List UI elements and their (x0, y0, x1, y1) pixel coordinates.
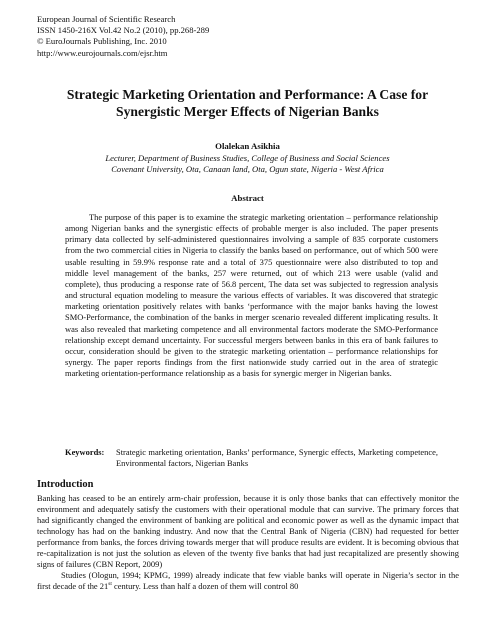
intro-paragraph-2 (37, 570, 459, 592)
abstract-body: The purpose of this paper is to examine the strategic marketing orientation – performance relationship among Nigerian banks and the synergistic effects of probable merger is also included. The paper presents primary data collected by self-administered questionnaires involving a sample of 835 corporate customers from the two commercial cities in Nigeria to classify the banks based on performance, out of which 500 were usable resulting in 59.9% response rate and a total of 375 questionnaire were also distributed to top and middle level management of the banks, 257 were returned, out of which 213 were usable (valid and complete), thus producing a response rate of 56.8 percent, The data set was subjected to regression analysis and structural equation modeling to measure the various effects of variables. It was discovered that strategic marketing orientation positively relates with banks ‘performance with the major banks having the lowest SMO-Performance, the combination of the banks in merger scenario revealed different implicating results. It was also revealed that marketing competence and all environmental factors moderate the SMO-Performance relationship except demand uncertainty. For successful mergers between banks in this era of bank failures to occur, consideration should be given to the strategic marketing orientation – performance relationships for synergy. The paper reports findings from the first nationwide study carried out in the area of strategic marketing orientation-performance relationship as a basis for synergic merger in Nigerian banks. (65, 212, 438, 379)
introduction-heading: Introduction (37, 479, 94, 490)
affiliation-line-1: Lecturer, Department of Business Studies, College of Business and Social Sciences (105, 153, 390, 163)
author-name: Olalekan Asikhia (215, 141, 280, 151)
intro-paragraph-2-text: Studies (Ologun, 1994; KPMG, 1999) already indicate that few viable banks will operate in Nigeria’s sector in the first decade of the 21 (37, 569, 459, 591)
keywords-text: Strategic marketing orientation, Banks’ performance, Synergic effects, Marketing competence, Environmental factors, Nigerian Banks (116, 447, 438, 469)
paper-title: Strategic Marketing Orientation and Performance: A Case for Synergistic Merger Effects of Nigerian Banks (66, 87, 429, 119)
issn-line: ISSN 1450-216X Vol.42 No.2 (2010), pp.268-289 (37, 25, 210, 36)
journal-url: http://www.eurojournals.com/ejsr.htm (37, 47, 168, 58)
keywords-block (65, 447, 438, 469)
affiliation-line-2: Covenant University, Ota, Canaan land, Ota, Ogun state, Nigeria - West Africa (111, 164, 384, 175)
abstract-heading: Abstract (231, 193, 264, 203)
journal-name: European Journal of Scientific Research (37, 14, 176, 24)
intro-paragraph-1: Banking has ceased to be an entirely arm-chair profession, because it is only those banks that can effectively monitor the environment and adequately satisfy the customers with their operational module that can survive. The primary forces that had significantly changed the environment of banking are political and economic power as well as the dynamic impact that technology has had on the banking industry. And now that the Central Bank of Nigeria (CBN) had requested for better performance from banks, the forces driving towards merger that will produce results are evident. It is becoming obvious that re-capitalization is not just the solution as eleven of the twenty five banks that had just recapitalized are presently showing signs of failures (CBN Report, 2009) (37, 493, 459, 569)
intro-paragraph-2-tail: century. Less than half a dozen of them will control 80 (111, 580, 299, 591)
copyright-line: © EuroJournals Publishing, Inc. 2010 (37, 36, 167, 47)
ordinal-superscript: st (108, 580, 112, 587)
author-affiliation (40, 153, 455, 175)
journal-header (37, 14, 209, 59)
keywords-label: Keywords: (65, 447, 105, 457)
introduction-body (37, 493, 459, 592)
